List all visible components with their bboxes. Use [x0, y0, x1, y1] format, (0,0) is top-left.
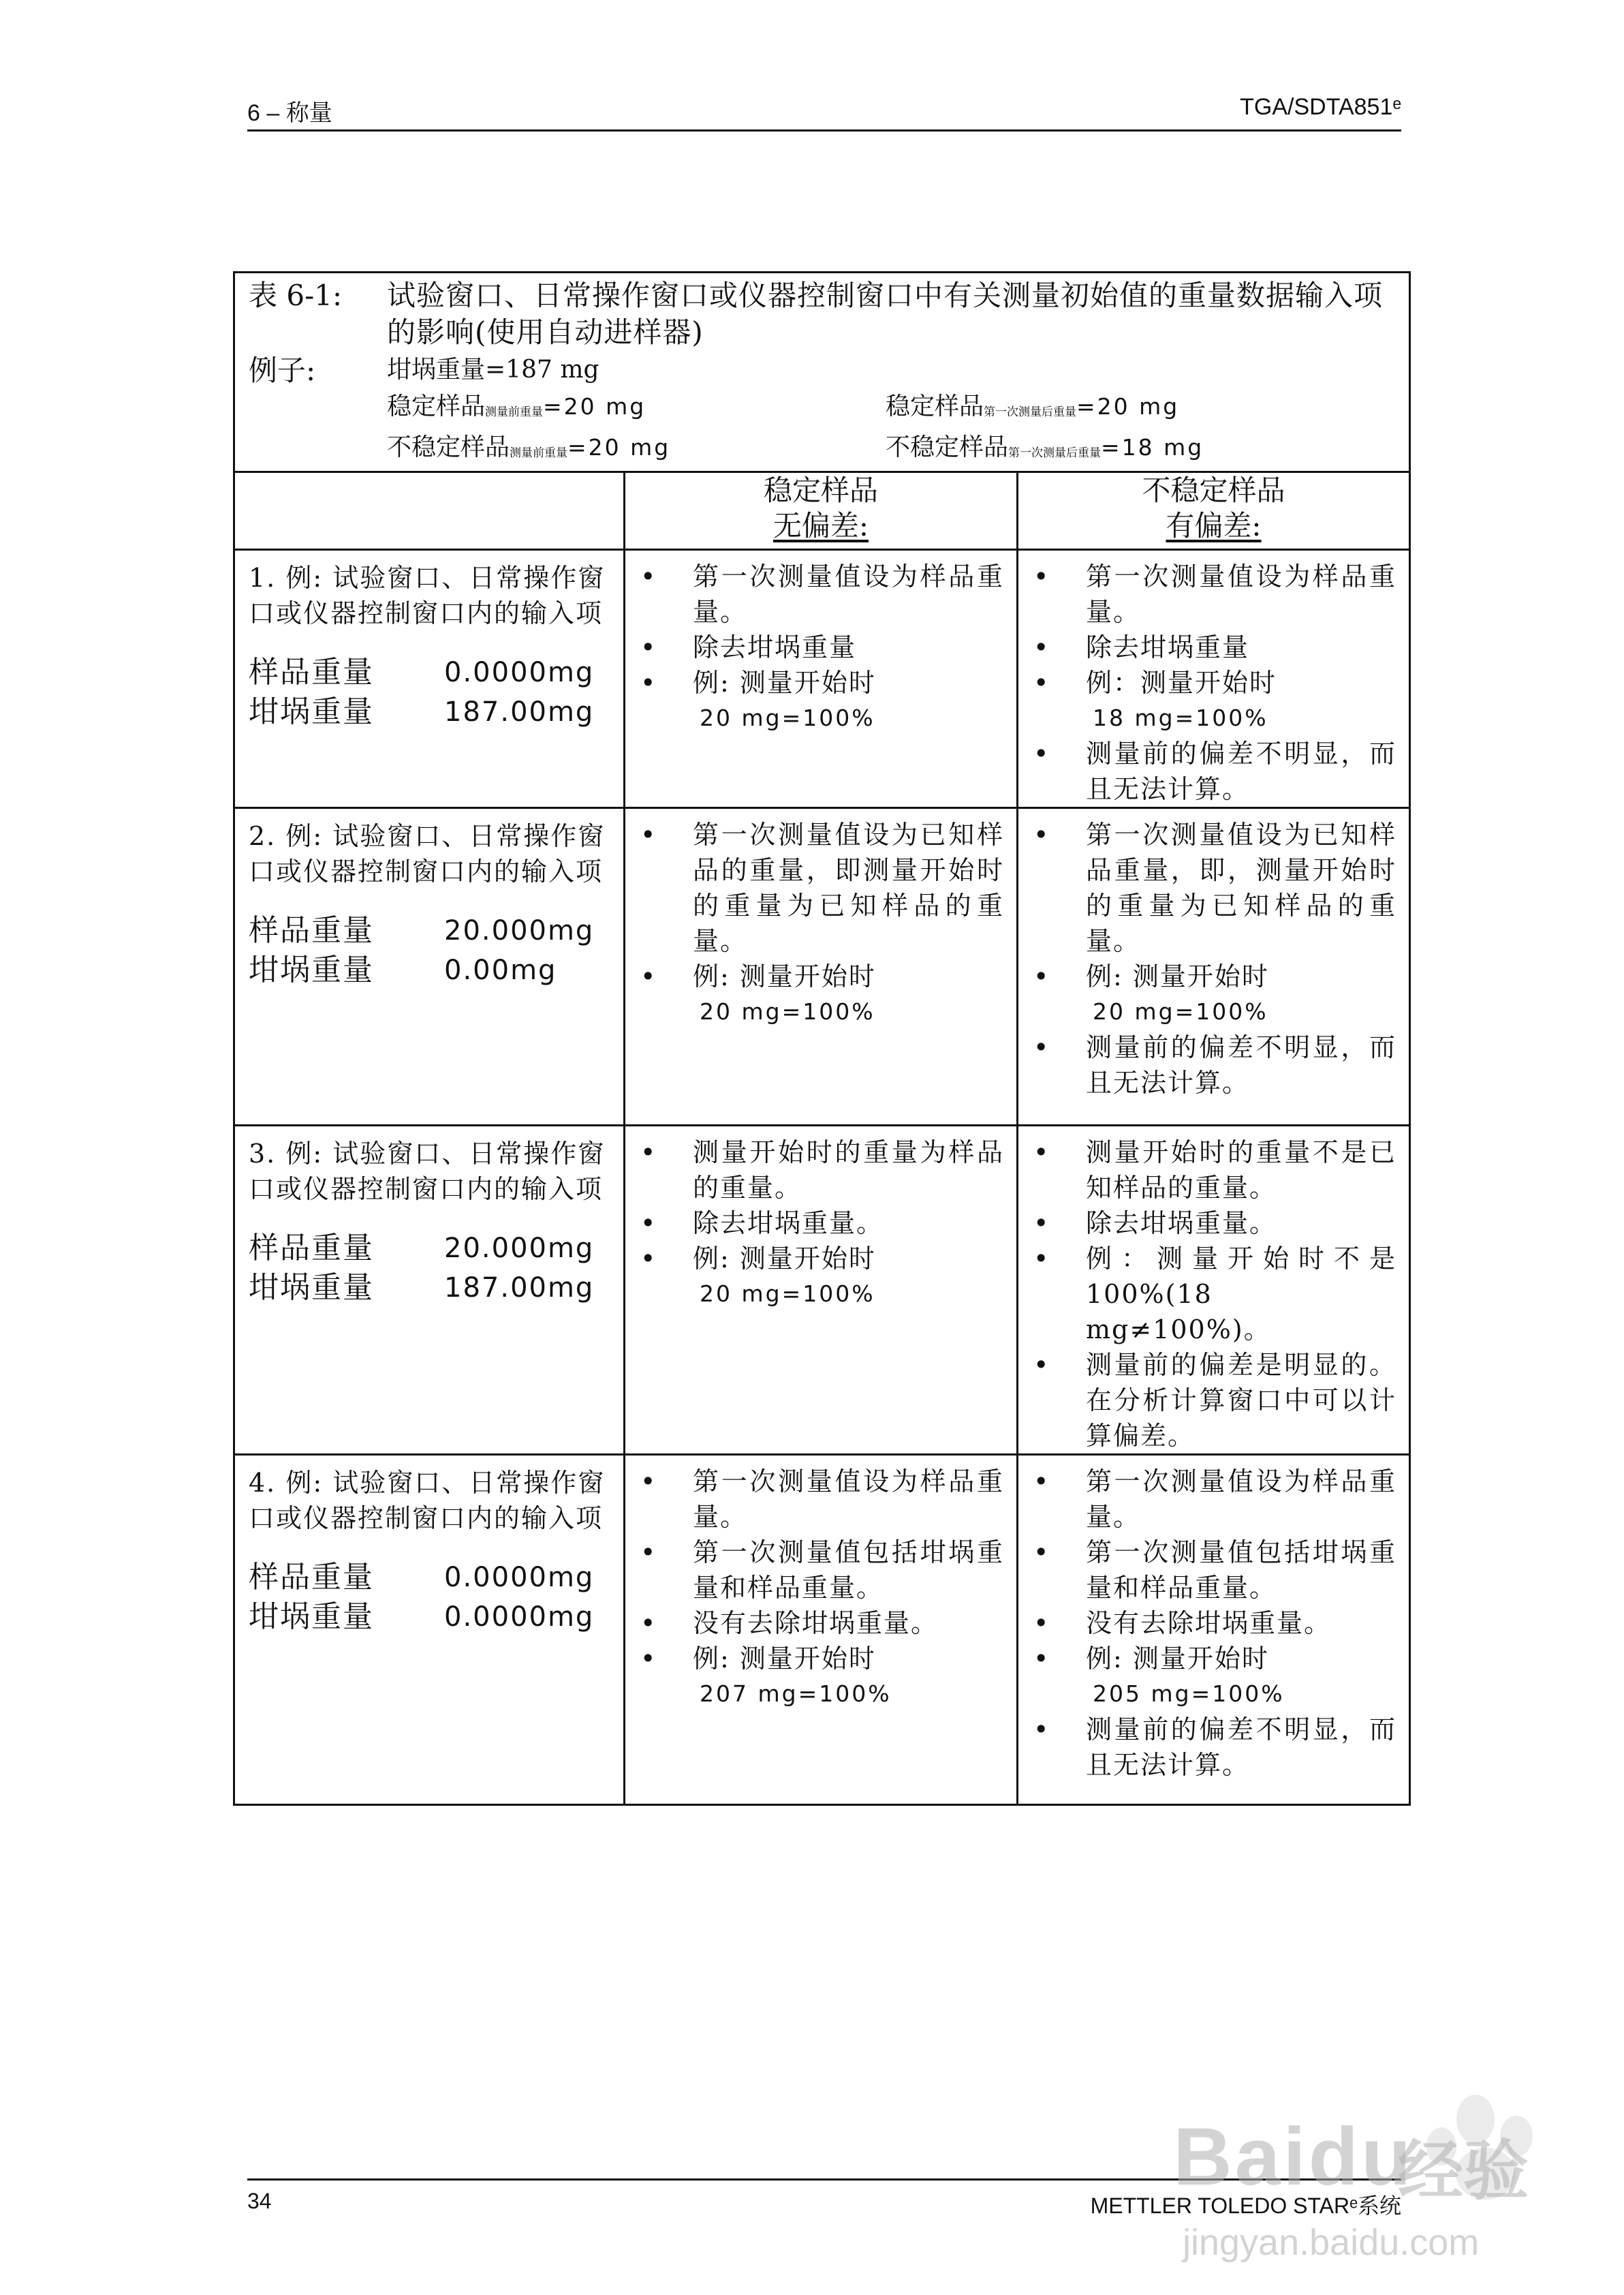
table-row	[234, 550, 1410, 808]
list-item: • 除去坩埚重量。	[625, 1205, 1004, 1241]
example-stable-after: 稳定样品第一次测量后重量=20 mg	[886, 392, 1180, 420]
stable-notes	[625, 808, 1018, 1126]
list-item: • 除去坩埚重量	[1018, 630, 1396, 665]
list-item: • 第一次测量值设为已知样品的重量，即测量开始时的重量为已知样品的重量。	[625, 817, 1004, 959]
table-row	[234, 1455, 1410, 1805]
example-unstable-before: 不稳定样品测量前重量=20 mg	[387, 433, 671, 461]
unstable-notes	[1018, 808, 1410, 1126]
column-header-stable	[625, 472, 1018, 550]
crucible-weight-value: 0.00mg	[444, 955, 557, 986]
row-description: 4. 例: 试验窗口、日常操作窗口或仪器控制窗口内的输入项	[249, 1468, 606, 1533]
list-item: • 第一次测量值包括坩埚重量和样品重量。	[1018, 1535, 1396, 1605]
column-subtitle: 无偏差:	[772, 509, 869, 542]
sample-weight-value: 0.0000mg	[444, 1562, 595, 1593]
list-item: • 第一次测量值包括坩埚重量和样品重量。	[625, 1535, 1004, 1605]
sample-weight-label: 样品重量	[249, 1231, 374, 1265]
column-title: 稳定样品	[763, 474, 878, 507]
list-item: • 例：测量开始时不是100%(18 mg≠100%)。	[1018, 1241, 1396, 1347]
unstable-notes	[1018, 550, 1410, 808]
table-row	[234, 1126, 1410, 1455]
row-description: 3. 例: 试验窗口、日常操作窗口或仪器控制窗口内的输入项	[249, 1139, 606, 1204]
watermark-brand: Baidu	[1173, 2111, 1414, 2202]
crucible-weight-label: 坩埚重量	[249, 953, 374, 987]
example-crucible-weight: 坩埚重量=187 mg	[387, 356, 599, 384]
list-item: • 第一次测量值设为已知样品重量，即，测量开始时的重量为已知样品的重量。	[1018, 817, 1396, 959]
sample-weight-value: 20.000mg	[444, 915, 595, 946]
column-header-unstable	[1018, 472, 1410, 550]
crucible-weight-label: 坩埚重量	[249, 694, 374, 729]
table-caption-cell	[234, 273, 1410, 472]
list-item: • 测量开始时的重量为样品的重量。	[625, 1135, 1004, 1205]
stable-notes	[625, 1455, 1018, 1805]
sample-weight-value: 0.0000mg	[444, 657, 595, 688]
table-title: 试验窗口、日常操作窗口或仪器控制窗口中有关测量初始值的重量数据输入项的影响(使用自动进样器)	[387, 279, 1384, 349]
list-item: • 例: 测量开始时 20 mg=100%	[625, 959, 1004, 1030]
list-item: • 除去坩埚重量	[625, 630, 1004, 665]
watermark-url: jingyan.baidu.com	[1183, 2222, 1480, 2263]
sample-weight-label: 样品重量	[249, 655, 374, 690]
list-item: • 没有去除坩埚重量。	[625, 1605, 1004, 1641]
list-item: • 测量前的偏差不明显，而且无法计算。	[1018, 1712, 1396, 1783]
sample-weight-value: 20.000mg	[444, 1233, 595, 1264]
list-item: • 第一次测量值设为样品重量。	[1018, 1464, 1396, 1535]
running-header-chapter: 6 – 称量	[247, 100, 332, 126]
list-item: • 测量前的偏差不明显，而且无法计算。	[1018, 1030, 1396, 1100]
list-item: • 没有去除坩埚重量。	[1018, 1605, 1396, 1641]
example-label: 例子:	[249, 354, 316, 387]
stable-notes	[625, 1126, 1018, 1455]
list-item: • 第一次测量值设为样品重量。	[625, 1464, 1004, 1535]
list-item: • 测量前的偏差不明显，而且无法计算。	[1018, 736, 1396, 807]
row-description: 2. 例: 试验窗口、日常操作窗口或仪器控制窗口内的输入项	[249, 821, 606, 887]
weight-entry-table	[233, 271, 1411, 1806]
unstable-notes	[1018, 1126, 1410, 1455]
crucible-weight-label: 坩埚重量	[249, 1599, 374, 1634]
list-item: • 例: 测量开始时 20 mg=100%	[625, 665, 1004, 736]
list-item: • 例：测量开始时 18 mg=100%	[1018, 665, 1396, 736]
list-item: • 例: 测量开始时 207 mg=100%	[625, 1641, 1004, 1712]
column-title: 不稳定样品	[1142, 474, 1285, 507]
list-item: • 除去坩埚重量。	[1018, 1205, 1396, 1241]
list-item: • 例: 测量开始时 20 mg=100%	[1018, 959, 1396, 1030]
stable-notes	[625, 550, 1018, 808]
unstable-notes	[1018, 1455, 1410, 1805]
list-item: • 测量前的偏差是明显的。在分析计算窗口中可以计算偏差。	[1018, 1347, 1396, 1453]
watermark-brand-cn: 经验	[1398, 2132, 1529, 2209]
crucible-weight-value: 187.00mg	[444, 696, 595, 728]
crucible-weight-value: 0.0000mg	[444, 1601, 595, 1633]
list-item: • 第一次测量值设为样品重量。	[1018, 559, 1396, 630]
table-row	[234, 808, 1410, 1126]
list-item: • 例: 测量开始时 20 mg=100%	[625, 1241, 1004, 1312]
sample-weight-label: 样品重量	[249, 913, 374, 948]
example-unstable-after: 不稳定样品第一次测量后重量=18 mg	[886, 433, 1204, 461]
table-number: 表 6-1:	[249, 279, 343, 312]
crucible-weight-label: 坩埚重量	[249, 1270, 374, 1305]
list-item: • 测量开始时的重量不是已知样品的重量。	[1018, 1135, 1396, 1205]
crucible-weight-value: 187.00mg	[444, 1272, 595, 1304]
row-description: 1. 例: 试验窗口、日常操作窗口或仪器控制窗口内的输入项	[249, 563, 606, 628]
sample-weight-label: 样品重量	[249, 1560, 374, 1595]
list-item: • 例: 测量开始时 205 mg=100%	[1018, 1641, 1396, 1712]
list-item: • 第一次测量值设为样品重量。	[625, 559, 1004, 630]
header-divider	[247, 129, 1401, 132]
page-number: 34	[247, 2189, 272, 2213]
example-stable-before: 稳定样品测量前重量=20 mg	[387, 392, 646, 420]
column-header-empty	[234, 472, 625, 550]
running-header-model: TGA/SDTA851ᵉ	[1240, 94, 1401, 120]
footer-product: METTLER TOLEDO STARᵉ系统	[1090, 2193, 1401, 2218]
column-subtitle: 有偏差:	[1166, 509, 1262, 542]
